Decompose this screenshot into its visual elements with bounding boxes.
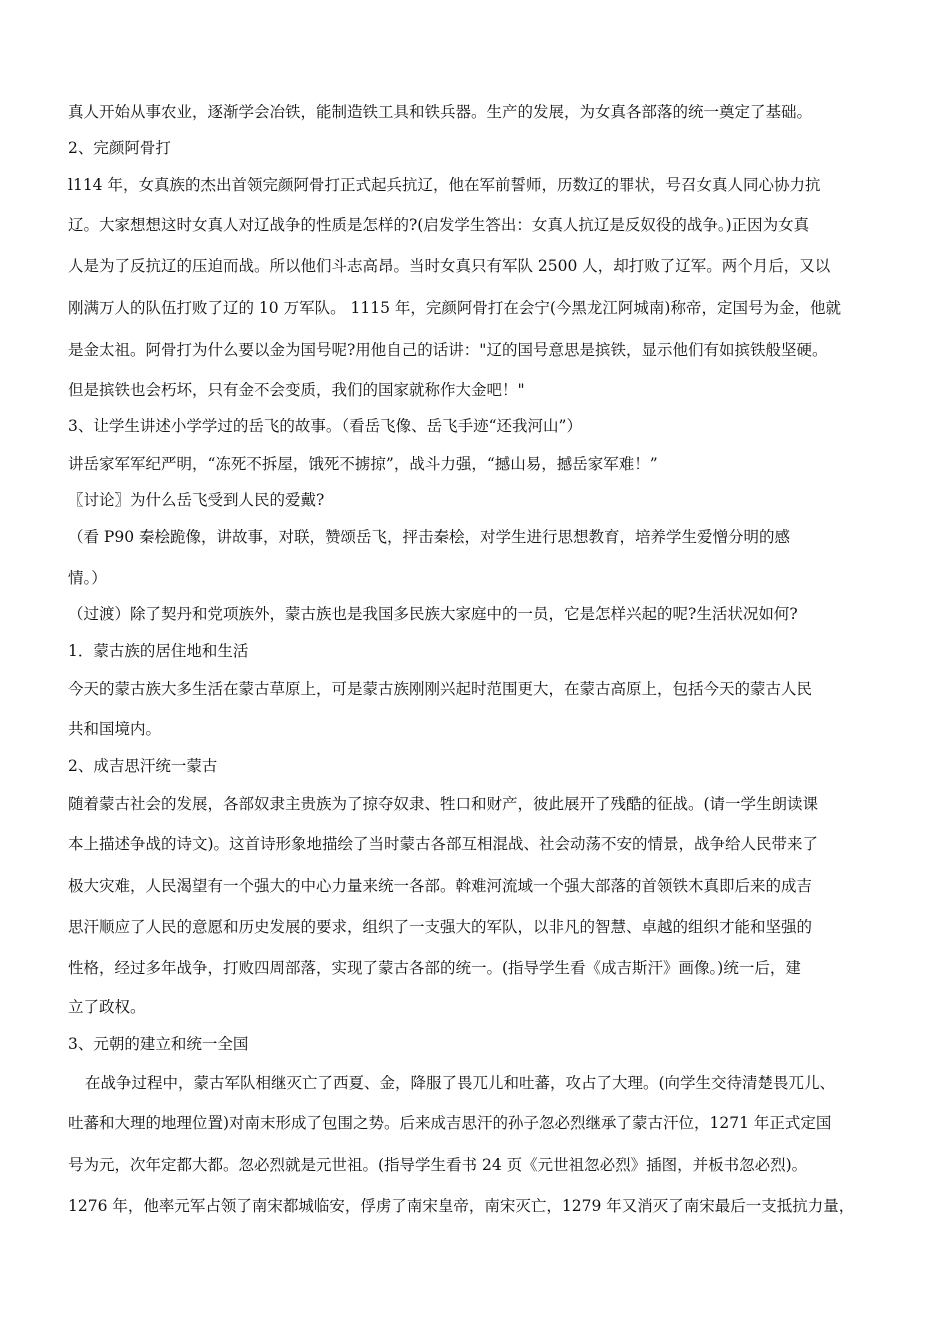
section-heading: 3、让学生讲述小学学过的岳飞的故事。（看岳飞像、岳飞手迹“还我河山”） (68, 417, 582, 435)
text-line: 共和国境内。 (68, 720, 162, 738)
text-line: 刚满万人的队伍打败了辽的 10 万军队。 1115 年，完颜阿骨打在会宁(今黑龙江阿城南)称帝，定国号为金，他就 (68, 299, 841, 317)
text-line: 思汗顺应了人民的意愿和历史发展的要求，组织了一支强大的军队，以非凡的智慧、卓越的组织才能和坚强的 (68, 918, 813, 936)
text-line: （过渡）除了契丹和党项族外，蒙古族也是我国多民族大家庭中的一员，它是怎样兴起的呢?生活状况如何? (68, 605, 798, 623)
text-line: 真人开始从事农业，逐渐学会冶铁，能制造铁工具和铁兵器。生产的发展，为女真各部落的统一奠定了基础。 (68, 103, 813, 121)
text-line: 1276 年，他率元军占领了南宋都城临安，俘虏了南宋皇帝，南宋灭亡，1279 年又消灭了南宋最后一支抵抗力量， (68, 1197, 855, 1215)
text-line: 性格，经过多年战争，打败四周部落，实现了蒙古各部的统一。(指导学生看《成吉斯汗》画像。)统一后，建 (68, 959, 801, 977)
section-heading: 1．蒙古族的居住地和生活 (68, 642, 249, 660)
text-line: 号为元，次年定都大都。忽必烈就是元世祖。(指导学生看书 24 页《元世祖忽必烈》插图，并板书忽必烈)。 (68, 1156, 808, 1174)
document-page (68, 0, 888, 1344)
text-line: 但是摈铁也会朽坏，只有金不会变质，我们的国家就称作大金吧！" (68, 381, 525, 399)
text-line: 本上描述争战的诗文)。这首诗形象地描绘了当时蒙古各部互相混战、社会动荡不安的情景，战争给人民带来了 (68, 835, 819, 853)
text-line: 极大灾难，人民渴望有一个强大的中心力量来统一各部。斡难河流域一个强大部落的首领铁木真即后来的成吉 (68, 877, 813, 895)
text-line: 情。） (68, 569, 107, 587)
text-line: 人是为了反抗辽的压迫而战。所以他们斗志高昂。当时女真只有军队 2500 人，却打败了辽军。两个月后，又以 (68, 257, 831, 275)
section-heading: 2、成吉思汗统一蒙古 (68, 757, 218, 775)
discussion-heading: 〖讨论〗为什么岳飞受到人民的爱戴? (68, 491, 325, 509)
text-line: 立了政权。 (68, 998, 146, 1016)
text-line: 吐蕃和大理的地理位置)对南末形成了包围之势。后来成吉思汗的孙子忽必烈继承了蒙古汗位，1271 年正式定国 (68, 1114, 832, 1132)
text-line: 在战争过程中，蒙古军队相继灭亡了西夏、金，降服了畏兀儿和吐蕃，攻占了大理。(向学生交待清楚畏兀儿、 (85, 1074, 836, 1092)
section-heading: 3、元朝的建立和统一全国 (68, 1035, 249, 1053)
section-heading: 2、完颜阿骨打 (68, 139, 171, 157)
text-line: l114 年，女真族的杰出首领完颜阿骨打正式起兵抗辽，他在军前誓师，历数辽的罪状，号召女真人同心协力抗 (68, 176, 821, 194)
text-line: 辽。大家想想这时女真人对辽战争的性质是怎样的?(启发学生答出：女真人抗辽是反奴役的战争。)正因为女真 (68, 216, 810, 234)
text-line: （看 P90 秦桧跪像，讲故事，对联，赞颂岳飞，抨击秦桧，对学生进行思想教育，培养学生爱憎分明的感 (68, 528, 791, 546)
text-line: 讲岳家军军纪严明，“冻死不拆屋，饿死不掳掠”，战斗力强，“撼山易，撼岳家军难！” (68, 455, 658, 473)
text-line: 随着蒙古社会的发展，各部奴隶主贵族为了掠夺奴隶、牲口和财产，彼此展开了残酷的征战。(请一学生朗读课 (68, 795, 819, 813)
text-line: 是金太祖。阿骨打为什么要以金为国号呢?用他自己的话讲："辽的国号意思是摈铁，显示他们有如摈铁般坚硬。 (68, 341, 828, 359)
text-line: 今天的蒙古族大多生活在蒙古草原上，可是蒙古族刚刚兴起时范围更大，在蒙古高原上，包括今天的蒙古人民 (68, 680, 813, 698)
